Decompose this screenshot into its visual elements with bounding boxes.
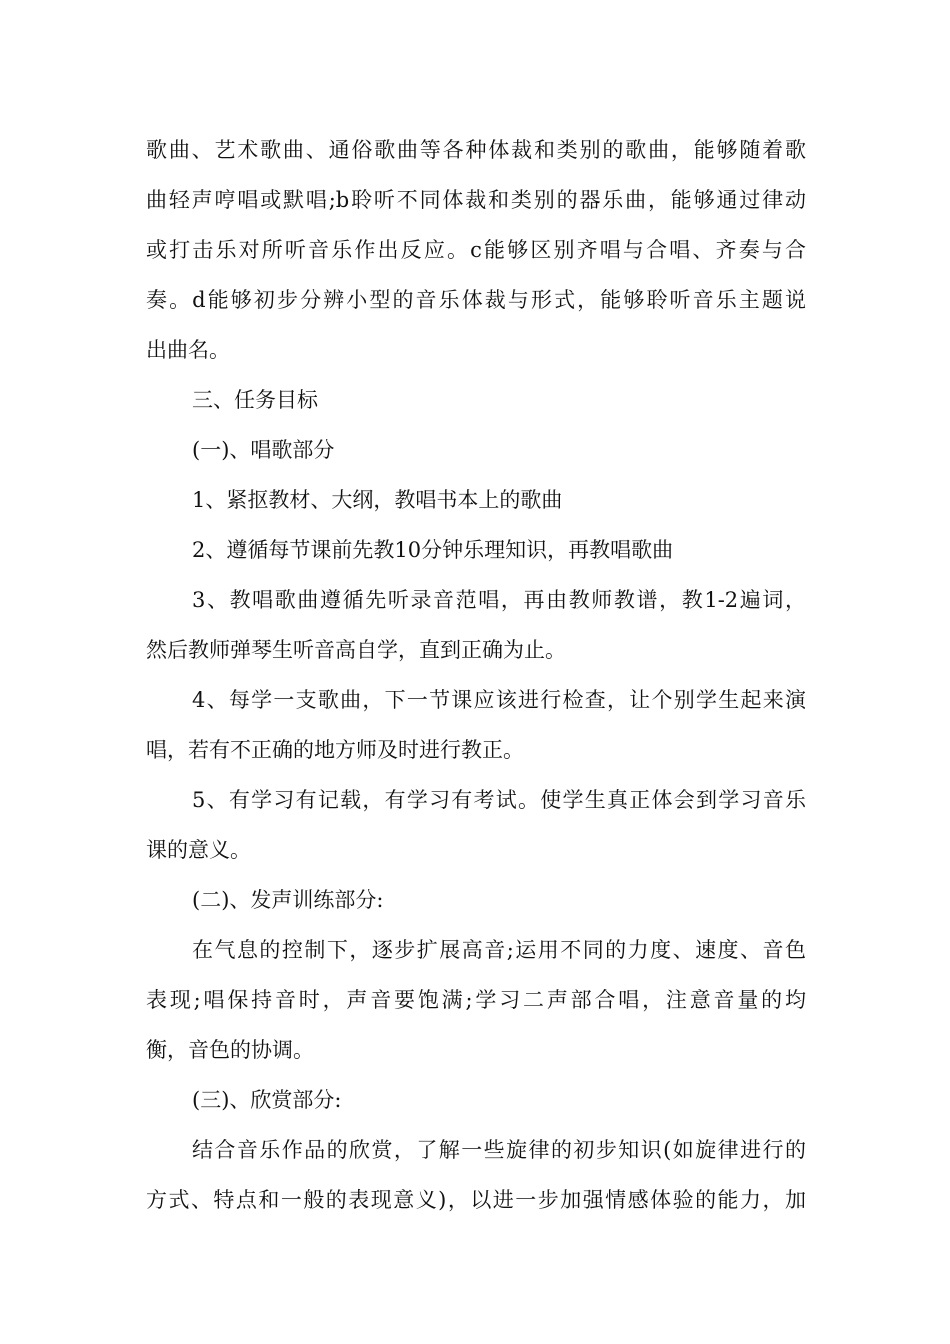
list-item: 3、教唱歌曲遵循先听录音范唱，再由教师教谱，教1-2遍词， (192, 588, 806, 612)
list-item: 2、遵循每节课前先教10分钟乐理知识，再教唱歌曲 (192, 538, 674, 562)
list-item-continuation: 唱，若有不正确的地方师及时进行教正。 (146, 738, 524, 762)
paragraph-line: 衡，音色的协调。 (146, 1038, 314, 1062)
paragraph-line: 结合音乐作品的欣赏，了解一些旋律的初步知识(如旋律进行的 (192, 1138, 806, 1162)
subsection-heading: (一)、唱歌部分 (192, 438, 335, 462)
list-item: 5、有学习有记载，有学习有考试。使学生真正体会到学习音乐 (192, 788, 806, 812)
list-item: 1、紧抠教材、大纲，教唱书本上的歌曲 (192, 488, 563, 512)
paragraph-line: 歌曲、艺术歌曲、通俗歌曲等各种体裁和类别的歌曲，能够随着歌 (146, 138, 806, 162)
paragraph-line: 表现;唱保持音时，声音要饱满;学习二声部合唱，注意音量的均 (146, 988, 806, 1012)
subsection-heading: (二)、发声训练部分: (192, 888, 384, 912)
subsection-heading: (三)、欣赏部分: (192, 1088, 342, 1112)
paragraph-line: 在气息的控制下，逐步扩展高音;运用不同的力度、速度、音色 (192, 938, 806, 962)
list-item-continuation: 课的意义。 (146, 838, 251, 862)
section-heading: 三、任务目标 (192, 388, 318, 412)
paragraph-line: 奏。d能够初步分辨小型的音乐体裁与形式，能够聆听音乐主题说 (146, 288, 806, 312)
list-item-continuation: 然后教师弹琴生听音高自学，直到正确为止。 (146, 638, 566, 662)
paragraph-line: 方式、特点和一般的表现意义)，以进一步加强情感体验的能力，加 (146, 1188, 806, 1212)
paragraph-line: 或打击乐对所听音乐作出反应。c能够区别齐唱与合唱、齐奏与合 (146, 238, 806, 262)
paragraph-line: 曲轻声哼唱或默唱;b聆听不同体裁和类别的器乐曲，能够通过律动 (146, 188, 806, 212)
paragraph-line: 出曲名。 (146, 338, 230, 362)
list-item: 4、每学一支歌曲，下一节课应该进行检查，让个别学生起来演 (192, 688, 806, 712)
